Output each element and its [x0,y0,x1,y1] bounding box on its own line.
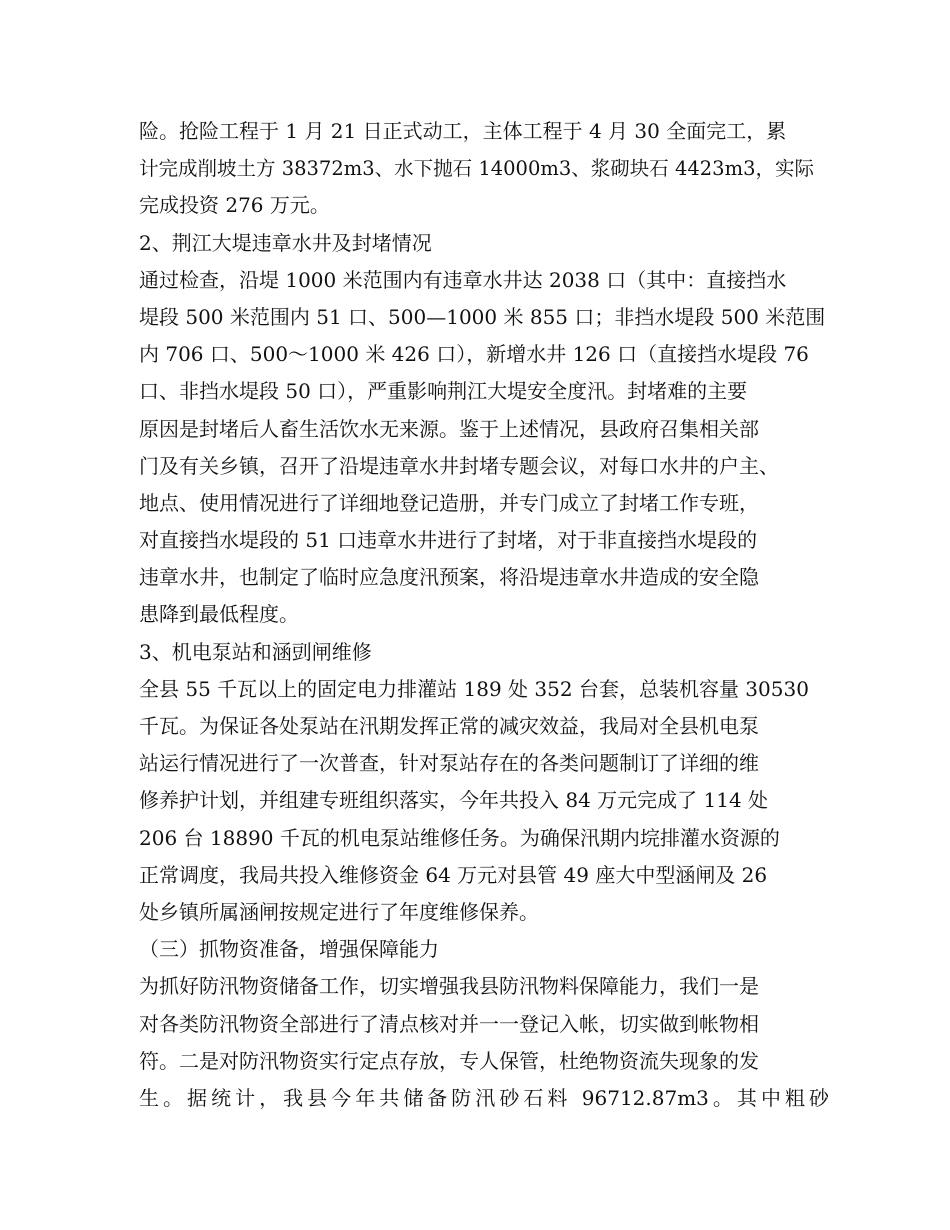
text-line: 内 706 口、500～1000 米 426 口），新增水井 126 口（直接挡水堤段 76 [139,342,809,367]
text-line: 修养护计划，并组建专班组织落实，今年共投入 84 万元完成了 114 处 [139,788,769,813]
text-line: 原因是封堵后人畜生活饮水无来源。鉴于上述情况，县政府召集相关部 [139,416,759,441]
text-line: 险。抢险工程于 1 月 21 日正式动工，主体工程于 4 月 30 全面完工，累 [139,119,787,143]
text-line: 全县 55 千瓦以上的固定电力排灌站 189 处 352 台套，总装机容量 30530 [139,676,809,701]
text-line: 堤段 500 米范围内 51 口、500—1000 米 855 口；非挡水堤段 500 米范围 [139,304,826,329]
text-line: 千瓦。为保证各处泵站在汛期发挥正常的减灾效益，我局对全县机电泵 [139,714,759,738]
text-line: 违章水井，也制定了临时应急度汛预案，将沿堤违章水井造成的安全隐 [139,565,759,590]
text-line: 门及有关乡镇，召开了沿堤违章水井封堵专题会议，对每口水井的户主、 [139,453,779,478]
text-line: 站运行情况进行了一次普查，针对泵站存在的各类问题制订了详细的维 [139,751,759,776]
text-line: 为抓好防汛物资储备工作，切实增强我县防汛物料保障能力，我们一是 [139,974,759,999]
section-heading: 3、机电泵站和涵剅闸维修 [139,639,372,664]
text-line: 206 台 18890 千瓦的机电泵站维修任务。为确保汛期内垸排灌水资源的 [139,825,780,850]
text-line: 通过检查，沿堤 1000 米范围内有违章水井达 2038 口（其中：直接挡水 [139,267,787,292]
text-line: 符。二是对防汛物资实行定点存放，专人保管，杜绝物资流失现象的发 [139,1048,759,1073]
text-line: 处乡镇所属涵闸按规定进行了年度维修保养。 [139,899,539,924]
text-line: 地点、使用情况进行了详细地登记造册，并专门成立了封堵工作专班， [139,490,759,515]
text-line: 生。据统计，我县今年共储备防汛砂石料 96712.87m3。其中粗砂 [139,1085,829,1110]
text-line: 患降到最低程度。 [139,602,299,627]
text-line: 口、非挡水堤段 50 口），严重影响荆江大堤安全度汛。封堵难的主要 [139,379,748,404]
text-line: 完成投资 276 万元。 [139,193,330,218]
document-body [139,113,829,1117]
text-line: 对直接挡水堤段的 51 口违章水井进行了封堵，对于非直接挡水堤段的 [139,528,758,553]
text-line: 正常调度，我局共投入维修资金 64 万元对县管 49 座大中型涵闸及 26 [139,862,768,887]
text-line: 计完成削坡土方 38372m3、水下抛石 14000m3、浆砌块石 4423m3，实际 [139,157,814,181]
section-heading: 2、荆江大堤违章水井及封堵情况 [139,230,432,255]
section-heading: （三）抓物资准备，增强保障能力 [139,937,439,962]
text-line: 对各类防汛物资全部进行了清点核对并一一登记入帐，切实做到帐物相 [139,1011,759,1036]
